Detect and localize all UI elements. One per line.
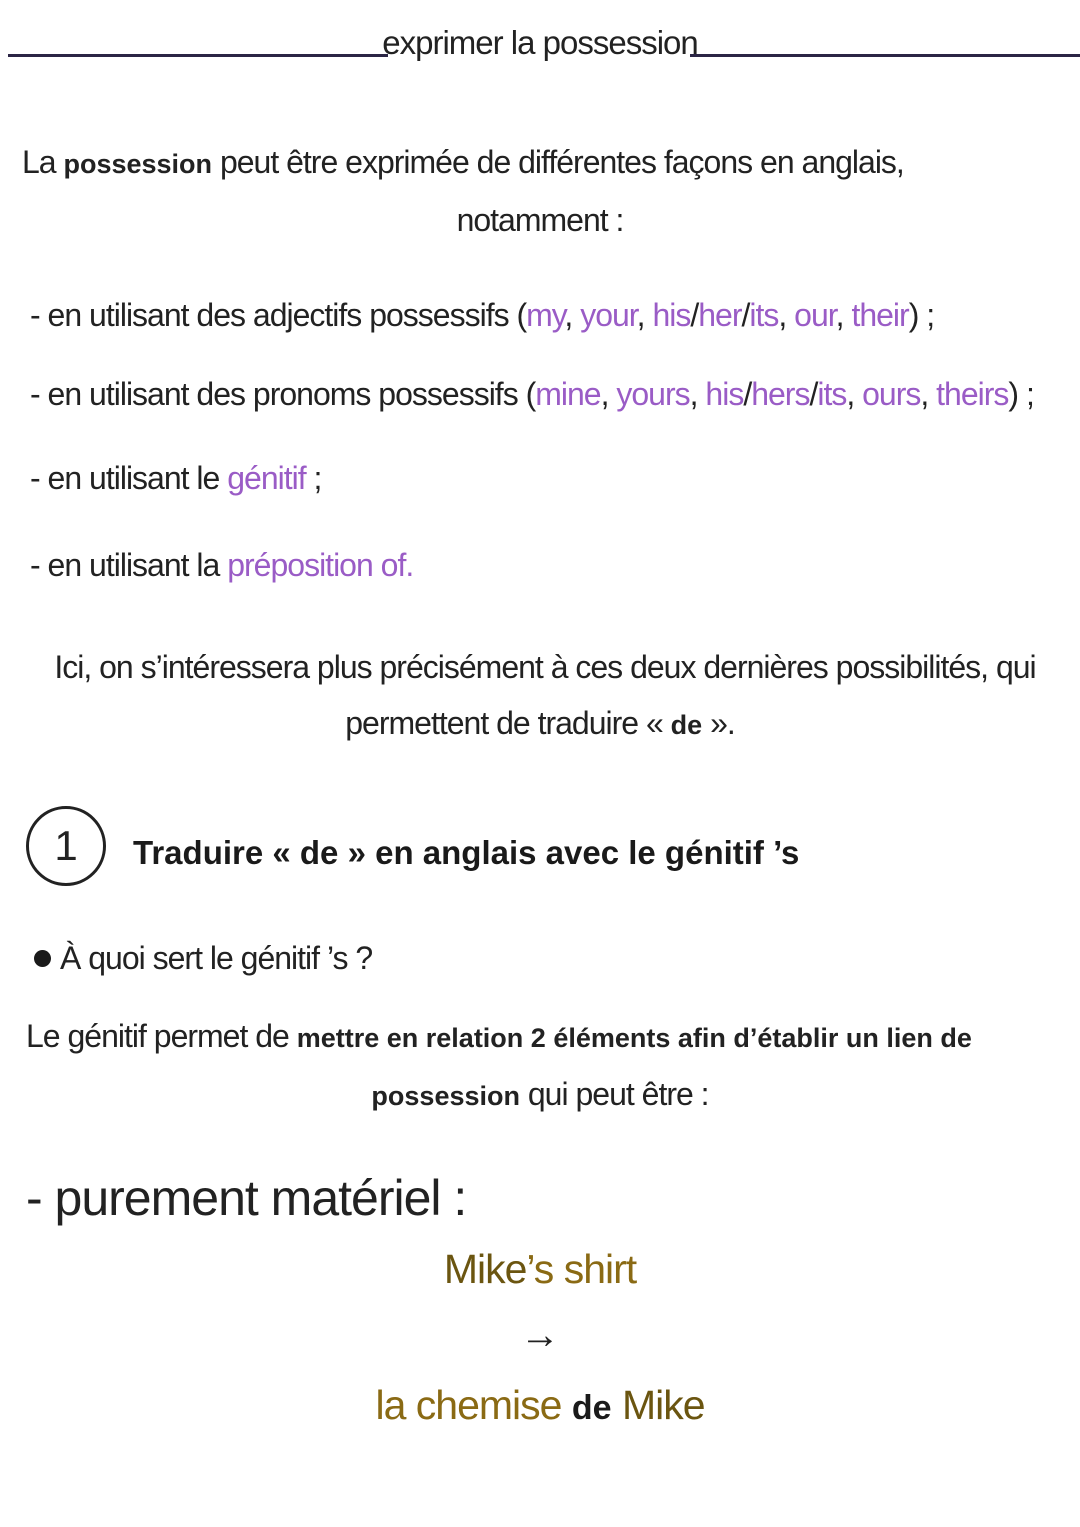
list-item [30,545,413,585]
list-sep: , [564,297,581,333]
list-sep: , [846,376,863,412]
list-item [30,374,1034,414]
list-token: their [851,297,909,333]
intro-text: notamment : [456,202,624,238]
example-owner: Mike [611,1382,705,1428]
genitif-line-1 [26,1016,972,1058]
example-heading-text: - purement matériel : [26,1170,467,1226]
intro-text: La [22,144,64,180]
list-token: mine [535,376,601,412]
list-item-prefix: - en utilisant le [30,460,228,496]
list-token: its [749,297,779,333]
bullet-dot-icon [34,950,51,967]
list-item [30,295,934,335]
list-token: his [652,297,691,333]
arrow-glyph: → [520,1313,560,1357]
list-token: my [526,297,565,333]
section-number: 1 [54,822,78,869]
list-item-suffix: ) ; [1008,376,1034,412]
intro-bold: possession [63,149,213,179]
example-french [0,1380,1080,1433]
list-token: her [698,297,742,333]
list-token: theirs [936,376,1009,412]
page-title [0,24,1080,62]
section-number-circle [26,806,106,886]
list-item-suffix: ) ; [908,297,935,333]
list-sep: / [743,376,752,412]
example-owner: Mike [443,1246,527,1292]
genitif-line-2 [0,1074,1080,1116]
bullet-question [60,938,372,978]
ici-bold: de [670,710,703,740]
example-de: de [571,1389,612,1427]
section-title [133,834,799,872]
list-sep: / [690,297,699,333]
list-item-suffix: ; [305,460,322,496]
ici-text: Ici, on s’intéressera plus précisément à ces deux dernières possibilités, qui [54,649,1036,685]
example-object: la chemise [375,1382,572,1428]
example-suffix: ’s [526,1246,564,1292]
ici-line-1 [0,647,1080,687]
ici-line-2 [0,703,1080,745]
list-token: our [794,297,836,333]
page-title-text: exprimer la possession [382,24,698,61]
list-token: its [817,376,847,412]
list-highlight: génitif [227,460,306,496]
list-sep: , [778,297,795,333]
list-sep: , [600,376,617,412]
list-token: hers [751,376,810,412]
intro-line-2 [0,200,1080,240]
list-token: your [580,297,637,333]
list-sep: , [636,297,653,333]
list-sep: / [741,297,750,333]
intro-line-1 [22,142,904,184]
intro-text: peut être exprimée de différentes façons en anglais, [212,144,904,180]
ici-text: ». [702,705,735,741]
example-heading [26,1168,466,1228]
list-item-prefix: - en utilisant la [30,547,228,583]
list-item-prefix: - en utilisant des adjectifs possessifs ( [30,297,527,333]
list-token: ours [862,376,921,412]
list-highlight: préposition of. [227,547,414,583]
list-token: yours [616,376,690,412]
genitif-bold: mettre en relation 2 éléments afin d’établir un lien de [296,1023,972,1053]
genitif-text: Le génitif permet de [26,1018,297,1054]
list-token: his [705,376,744,412]
genitif-text: qui peut être : [519,1076,709,1112]
section-title-text: Traduire « de » en anglais avec le génitif ’s [133,834,800,871]
list-sep: , [920,376,937,412]
list-sep: / [809,376,818,412]
arrow-right-icon [0,1312,1080,1358]
genitif-bold: possession [371,1081,520,1111]
example-english [0,1244,1080,1294]
list-sep: , [835,297,852,333]
list-sep: , [689,376,706,412]
bullet-question-text: À quoi sert le génitif ’s ? [60,940,373,976]
example-object: shirt [563,1246,637,1292]
list-item [30,458,321,498]
ici-text: permettent de traduire « [345,705,671,741]
list-item-prefix: - en utilisant des pronoms possessifs ( [30,376,536,412]
